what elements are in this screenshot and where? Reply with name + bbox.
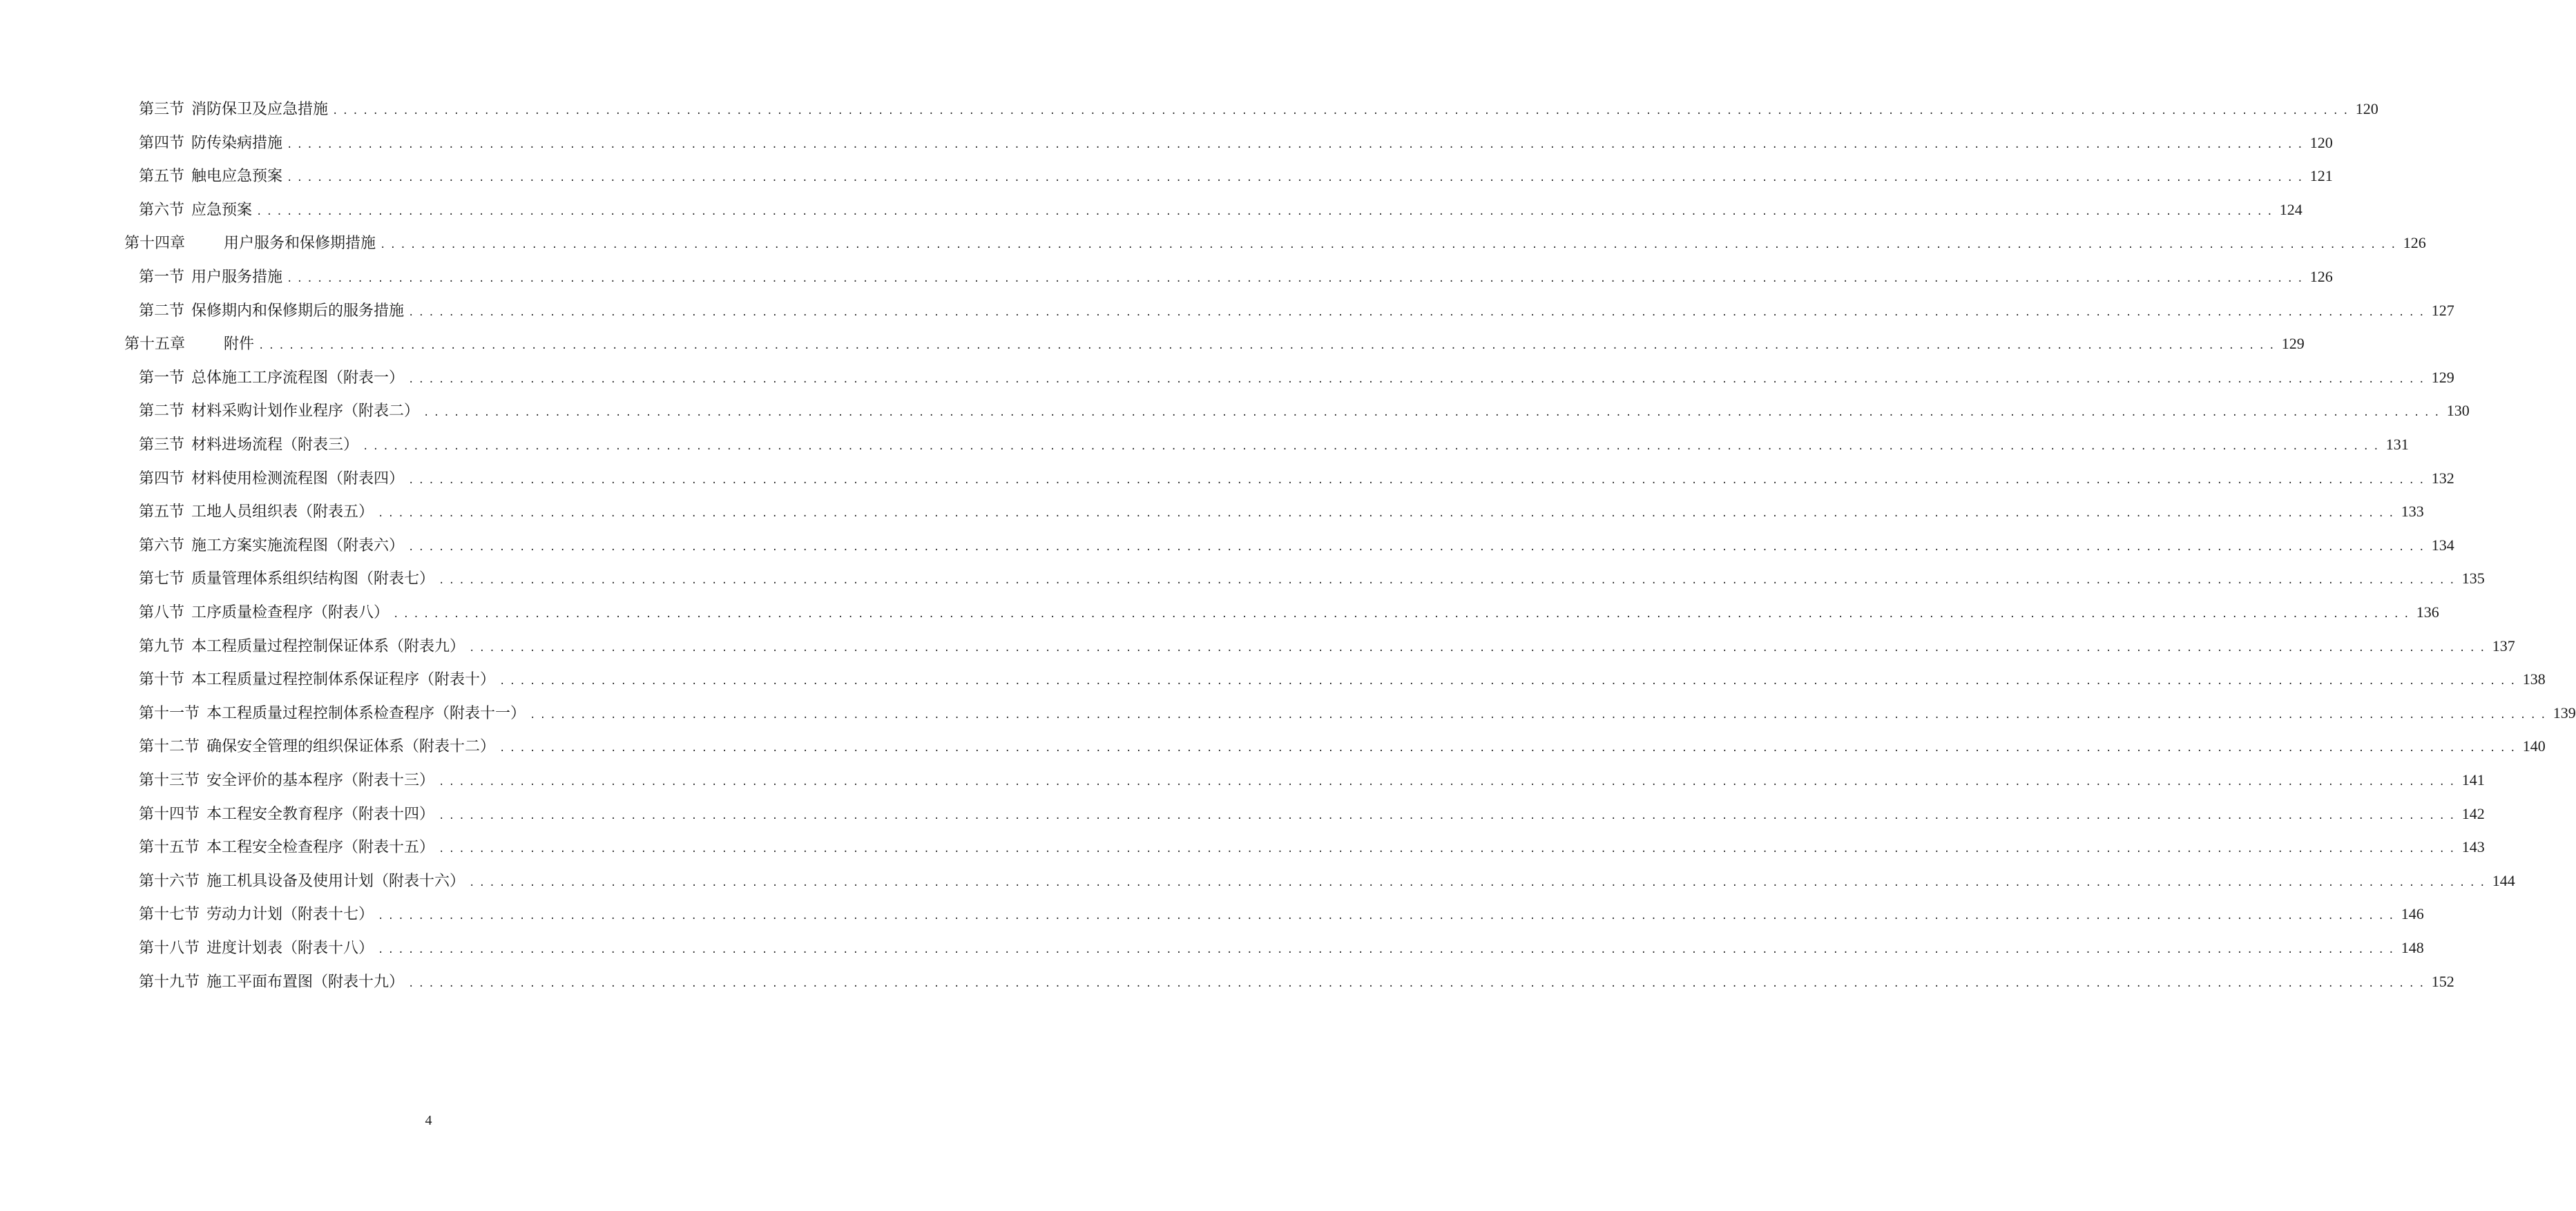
toc-dot-leader: ........................................................................................................................................................................................................ <box>378 944 2399 956</box>
toc-entry-page: 127 <box>2431 301 2454 319</box>
toc-entry-title: 触电应急预案 <box>191 168 283 186</box>
toc-section-entry[interactable] <box>139 130 2333 155</box>
toc-dot-leader: ........................................................................................................................................................................................................ <box>439 777 2459 788</box>
toc-entry-label: 第六节 <box>139 536 185 554</box>
toc-entry-label: 第十二节 <box>139 738 200 756</box>
toc-section-entry[interactable] <box>139 432 2409 457</box>
toc-entry-title: 劳动力计划（附表十七） <box>206 906 374 924</box>
toc-entry-page: 148 <box>2401 939 2424 956</box>
toc-entry-title: 保修期内和保修期后的服务措施 <box>191 302 405 320</box>
toc-entry-title: 施工平面布置图（附表十九） <box>206 973 405 991</box>
toc-dot-leader: ........................................................................................................................................................................................................ <box>378 911 2399 922</box>
toc-entry-label: 第十节 <box>139 671 185 689</box>
toc-dot-leader: ........................................................................................................................................................................................................ <box>378 508 2399 520</box>
toc-section-entry[interactable] <box>139 768 2485 793</box>
toc-entry-title: 工地人员组织表（附表五） <box>191 503 374 521</box>
toc-dot-leader: ........................................................................................................................................................................................................ <box>408 374 2429 385</box>
toc-dot-leader: ........................................................................................................................................................................................................ <box>258 340 2279 352</box>
toc-entry-label: 第十四节 <box>139 805 200 823</box>
toc-entry-title: 本工程质量过程控制体系检查程序（附表十一） <box>206 704 526 722</box>
toc-entry-label: 第四节 <box>139 469 185 487</box>
toc-entry-label: 第六节 <box>139 201 185 219</box>
toc-entry-label: 第九节 <box>139 637 185 655</box>
toc-entry-label: 第一节 <box>139 269 185 286</box>
toc-entry-title: 安全评价的基本程序（附表十三） <box>206 772 435 789</box>
toc-entry-title: 本工程安全检查程序（附表十五） <box>206 839 435 857</box>
toc-dot-leader: ........................................................................................................................................................................................................ <box>423 407 2444 419</box>
toc-section-entry[interactable] <box>139 365 2454 390</box>
toc-entry-title: 材料使用检测流程图（附表四） <box>191 469 405 487</box>
toc-section-entry[interactable] <box>139 533 2454 558</box>
toc-section-entry[interactable] <box>139 298 2454 323</box>
toc-entry-label: 第十九节 <box>139 973 200 991</box>
toc-entry-page: 138 <box>2522 670 2546 688</box>
toc-dot-leader: ........................................................................................................................................................................................................ <box>408 978 2429 989</box>
toc-entry-title: 附件 <box>224 336 255 353</box>
toc-section-entry[interactable] <box>139 466 2454 491</box>
toc-section-entry[interactable] <box>139 499 2424 524</box>
toc-section-entry[interactable] <box>139 600 2439 625</box>
toc-dot-leader: ........................................................................................................................................................................................................ <box>439 844 2459 855</box>
toc-entry-page: 142 <box>2461 804 2485 822</box>
toc-entry-title: 消防保卫及应急措施 <box>191 101 329 118</box>
toc-entry-label: 第十八节 <box>139 940 200 957</box>
toc-entry-label: 第三节 <box>139 436 185 454</box>
toc-entry-title: 确保安全管理的组织保证体系（附表十二） <box>206 738 496 756</box>
toc-entry-page: 129 <box>2431 368 2454 386</box>
toc-entry-title: 质量管理体系组织结构图（附表七） <box>191 570 435 588</box>
toc-entry-label: 第十五章 <box>124 336 186 353</box>
toc-dot-leader: ........................................................................................................................................................................................................ <box>380 240 2401 251</box>
toc-dot-leader: ........................................................................................................................................................................................................ <box>408 474 2429 486</box>
toc-entry-title: 本工程安全教育程序（附表十四） <box>206 805 435 823</box>
toc-entry-page: 126 <box>2403 234 2426 252</box>
toc-dot-leader: ........................................................................................................................................................................................................ <box>287 173 2307 184</box>
toc-dot-leader: ........................................................................................................................................................................................................ <box>408 541 2429 553</box>
toc-entry-title: 用户服务和保修期措施 <box>224 235 376 253</box>
toc-chapter-entry[interactable] <box>124 231 2426 255</box>
toc-entry-title: 工序质量检查程序（附表八） <box>191 604 390 621</box>
toc-entry-title: 施工机具设备及使用计划（附表十六） <box>206 872 465 890</box>
toc-section-entry[interactable] <box>139 969 2454 994</box>
toc-entry-title: 进度计划表（附表十八） <box>206 940 374 957</box>
toc-entry-label: 第十五节 <box>139 839 200 857</box>
toc-entry-page: 130 <box>2446 402 2470 420</box>
toc-entry-page: 120 <box>2355 100 2378 117</box>
toc-entry-page: 133 <box>2401 503 2424 521</box>
toc-entry-label: 第四节 <box>139 134 185 152</box>
toc-entry-page: 146 <box>2401 905 2424 923</box>
toc-entry-page: 152 <box>2431 972 2454 990</box>
toc-entry-label: 第八节 <box>139 604 185 621</box>
toc-dot-leader: ........................................................................................................................................................................................................ <box>530 709 2550 721</box>
toc-entry-title: 应急预案 <box>191 201 253 219</box>
toc-entry-page: 135 <box>2461 570 2485 588</box>
toc-dot-leader: ........................................................................................................................................................................................................ <box>408 307 2429 318</box>
toc-dot-leader: ........................................................................................................................................................................................................ <box>469 642 2490 654</box>
toc-entry-page: 131 <box>2385 436 2409 453</box>
toc-entry-label: 第二节 <box>139 403 185 420</box>
toc-entry-label: 第五节 <box>139 168 185 186</box>
toc-section-entry[interactable] <box>139 264 2333 289</box>
page-number: 4 <box>425 1113 432 1128</box>
toc-section-entry[interactable] <box>139 701 2576 726</box>
toc-dot-leader: ........................................................................................................................................................................................................ <box>499 676 2520 688</box>
toc-dot-leader: ........................................................................................................................................................................................................ <box>393 609 2414 620</box>
toc-entry-page: 144 <box>2492 871 2515 889</box>
toc-section-entry[interactable] <box>139 566 2485 591</box>
toc-section-entry[interactable] <box>139 97 2378 122</box>
toc-dot-leader: ........................................................................................................................................................................................................ <box>469 877 2490 889</box>
toc-entry-page: 134 <box>2431 536 2454 554</box>
toc-dot-leader: ........................................................................................................................................................................................................ <box>363 441 2383 452</box>
toc-entry-page: 143 <box>2461 838 2485 856</box>
toc-entry-label: 第一节 <box>139 369 185 387</box>
toc-section-entry[interactable] <box>139 164 2333 188</box>
toc-entry-page: 136 <box>2416 603 2439 621</box>
toc-section-entry[interactable] <box>139 936 2424 960</box>
toc-entry-page: 126 <box>2309 268 2333 285</box>
toc-entry-page: 129 <box>2281 335 2305 353</box>
toc-dot-leader: ........................................................................................................................................................................................................ <box>332 106 2353 117</box>
toc-entry-page: 140 <box>2522 737 2546 755</box>
toc-entry-title: 防传染病措施 <box>191 134 283 152</box>
toc-entry-title: 用户服务措施 <box>191 269 283 286</box>
toc-section-entry[interactable] <box>139 398 2470 423</box>
toc-dot-leader: ........................................................................................................................................................................................................ <box>439 575 2459 587</box>
toc-entry-page: 120 <box>2309 133 2333 151</box>
toc-section-entry[interactable] <box>139 835 2485 860</box>
toc-entry-page: 137 <box>2492 637 2515 655</box>
toc-chapter-entry[interactable] <box>124 331 2305 356</box>
toc-entry-label: 第二节 <box>139 302 185 320</box>
toc-entry-title: 本工程质量过程控制体系保证程序（附表十） <box>191 671 496 689</box>
toc-entry-label: 第七节 <box>139 570 185 588</box>
toc-entry-label: 第十一节 <box>139 704 200 722</box>
toc-section-entry[interactable] <box>139 634 2515 659</box>
toc-dot-leader: ........................................................................................................................................................................................................ <box>256 206 2277 217</box>
toc-section-entry[interactable] <box>139 802 2485 826</box>
toc-entry-label: 第十三节 <box>139 772 200 789</box>
toc-section-entry[interactable] <box>139 734 2546 759</box>
toc-entry-label: 第三节 <box>139 101 185 118</box>
toc-entry-label: 第五节 <box>139 503 185 521</box>
toc-entry-title: 施工方案实施流程图（附表六） <box>191 536 405 554</box>
toc-dot-leader: ........................................................................................................................................................................................................ <box>499 743 2520 755</box>
toc-entry-title: 材料采购计划作业程序（附表二） <box>191 403 420 420</box>
toc-section-entry[interactable] <box>139 902 2424 927</box>
toc-entry-page: 132 <box>2431 469 2454 487</box>
toc-entry-page: 139 <box>2553 704 2576 721</box>
toc-section-entry[interactable] <box>139 667 2546 692</box>
toc-entry-title: 总体施工工序流程图（附表一） <box>191 369 405 387</box>
toc-dot-leader: ........................................................................................................................................................................................................ <box>439 810 2459 822</box>
toc-section-entry[interactable] <box>139 869 2515 893</box>
toc-entry-page: 121 <box>2309 167 2333 185</box>
toc-dot-leader: ........................................................................................................................................................................................................ <box>287 273 2307 284</box>
toc-entry-page: 141 <box>2461 771 2485 788</box>
toc-entry-title: 材料进场流程（附表三） <box>191 436 359 454</box>
toc-entry-label: 第十四章 <box>124 235 186 253</box>
toc-entry-label: 第十七节 <box>139 906 200 924</box>
toc-entry-page: 124 <box>2279 200 2303 218</box>
toc-entry-label: 第十六节 <box>139 872 200 890</box>
toc-entry-title: 本工程质量过程控制保证体系（附表九） <box>191 637 465 655</box>
toc-section-entry[interactable] <box>139 197 2303 222</box>
toc-dot-leader: ........................................................................................................................................................................................................ <box>287 139 2307 151</box>
